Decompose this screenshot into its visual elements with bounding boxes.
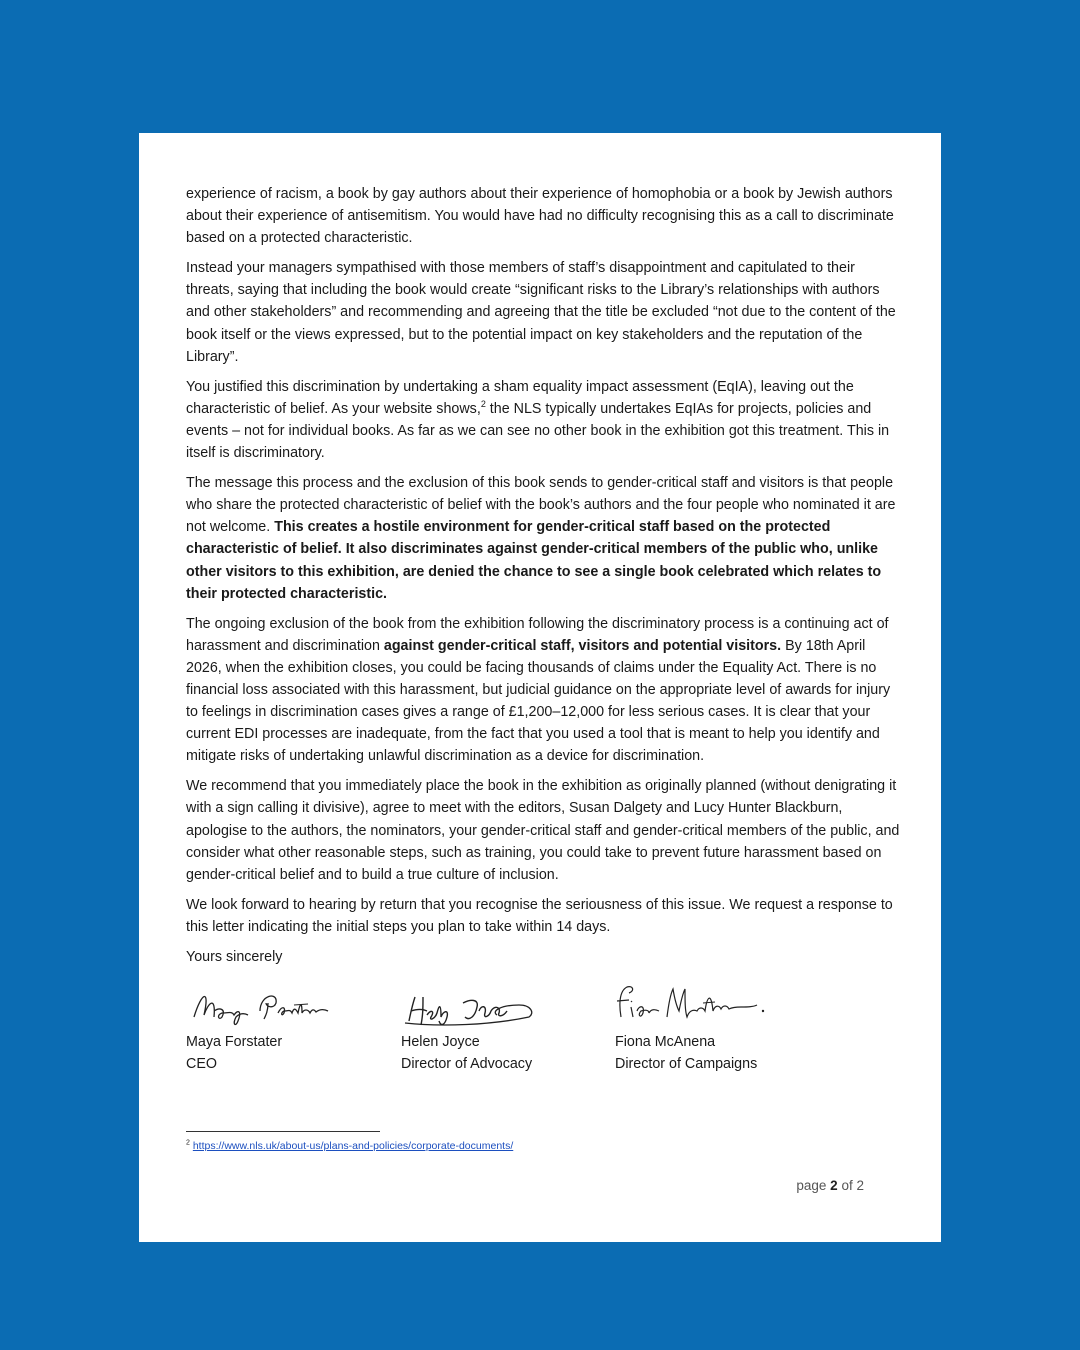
- footnote-divider: [186, 1131, 380, 1132]
- footnote-number: 2: [186, 1139, 190, 1147]
- paragraph-4-bold-text: This creates a hostile environment for gender-critical staff based on the protected characteristic of belief. It also discriminates against gender-critical members of the public who, unlike other visitors to this exhibition, are denied the chance to see a single book celebrated which relates to their protected characteristic.: [186, 519, 882, 602]
- paragraph-4-text: The message this process and the exclusion of this book sends to gender-critical staff and visitors is that people who share the protected characteristic of belief with the book’s authors and the four people who nominated it are not welcome.: [186, 475, 896, 536]
- paragraph-5-bold-text: against gender-critical staff, visitors and potential visitors.: [383, 637, 782, 654]
- signatory-name: Fiona McAnena: [615, 1034, 716, 1050]
- letter-body: [186, 183, 902, 976]
- current-page: 2: [830, 1178, 838, 1193]
- paragraph-5-text-b: By 18th April 2026, when the exhibition closes, you could be facing thousands of claims under the Equality Act. There is no financial loss associated with this harassment, but judicial guidance on the appropriate level of awards for injury to feelings in discrimination cases gives a range of £1,200–12,000 for less serious cases. It is clear that your current EDI processes are inadequate, from the fact that you used a tool that is meant to help you identify and mitigate risks of undertaking unlawful discrimination as a device for discrimination.: [186, 637, 891, 765]
- total-pages: 2: [856, 1178, 864, 1193]
- paragraph-3-text-b: the NLS typically undertakes EqIAs for projects, policies and events – not for individual books. As far as we can see no other book in the exhibition got this treatment. This in itself is discriminatory.: [186, 400, 890, 462]
- paragraph-3: [186, 376, 902, 464]
- signatory-name: Helen Joyce: [401, 1034, 480, 1050]
- signatory-3: [615, 981, 785, 1075]
- signature-maya-forstater: [186, 981, 346, 1031]
- paragraph-5-text-a: The ongoing exclusion of the book from the exhibition following the discriminatory process is a continuing act of harassment and discrimination: [186, 615, 889, 654]
- closing: Yours sincerely: [186, 949, 283, 965]
- paragraph-3-text-a: You justified this discrimination by undertaking a sham equality impact assessment (EqIA), leaving out the characteristic of belief. As your website shows,: [186, 378, 854, 417]
- page-number: [796, 1178, 864, 1193]
- signatory-2: [401, 981, 561, 1075]
- signatory-title: Director of Campaigns: [615, 1056, 758, 1072]
- paragraph-6: We recommend that you immediately place the book in the exhibition as originally planned (without denigrating it with a sign calling it divisive), agree to meet with the editors, Susan Dalgety and Lucy Hunter Blackburn, apologise to the authors, the nominators, your gender-critical staff and gender-critical members of the public, and consider what other reasonable steps, such as training, you could take to prevent future harassment based on gender-critical belief and to build a true culture of inclusion.: [186, 778, 900, 883]
- page-of: of: [841, 1178, 853, 1193]
- paragraph-1: experience of racism, a book by gay authors about their experience of homophobia or a book by Jewish authors about their experience of antisemitism. You would have had no difficulty recognising this as a call to discriminate based on a protected characteristic.: [186, 186, 894, 247]
- footnote-reference: 2: [480, 399, 486, 410]
- footnote-link[interactable]: https://www.nls.uk/about-us/plans-and-policies/corporate-documents/: [192, 1140, 514, 1152]
- paragraph-7: We look forward to hearing by return that you recognise the seriousness of this issue. We request a response to this letter indicating the initial steps you plan to take within 14 days.: [186, 896, 893, 935]
- signature-helen-joyce: [401, 981, 561, 1031]
- paragraph-5: [186, 613, 902, 768]
- signatory-title: Director of Advocacy: [401, 1056, 533, 1072]
- signatory-1: [186, 981, 346, 1075]
- letter-page: [139, 133, 941, 1242]
- paragraph-2: Instead your managers sympathised with those members of staff’s disappointment and capitulated to their threats, saying that including the book would create “significant risks to the Library’s relationships with authors and other stakeholders” and recommending and agreeing that the title be excluded “not due to the content of the book itself or the views expressed, but to the potential impact on key stakeholders and the reputation of the Library”.: [186, 260, 896, 365]
- footnote: [186, 1139, 513, 1153]
- signatory-title: CEO: [186, 1056, 217, 1072]
- paragraph-4: [186, 472, 902, 605]
- signature-fiona-mcanena: [615, 981, 785, 1031]
- page-label: page: [796, 1178, 827, 1193]
- signatory-name: Maya Forstater: [186, 1034, 283, 1050]
